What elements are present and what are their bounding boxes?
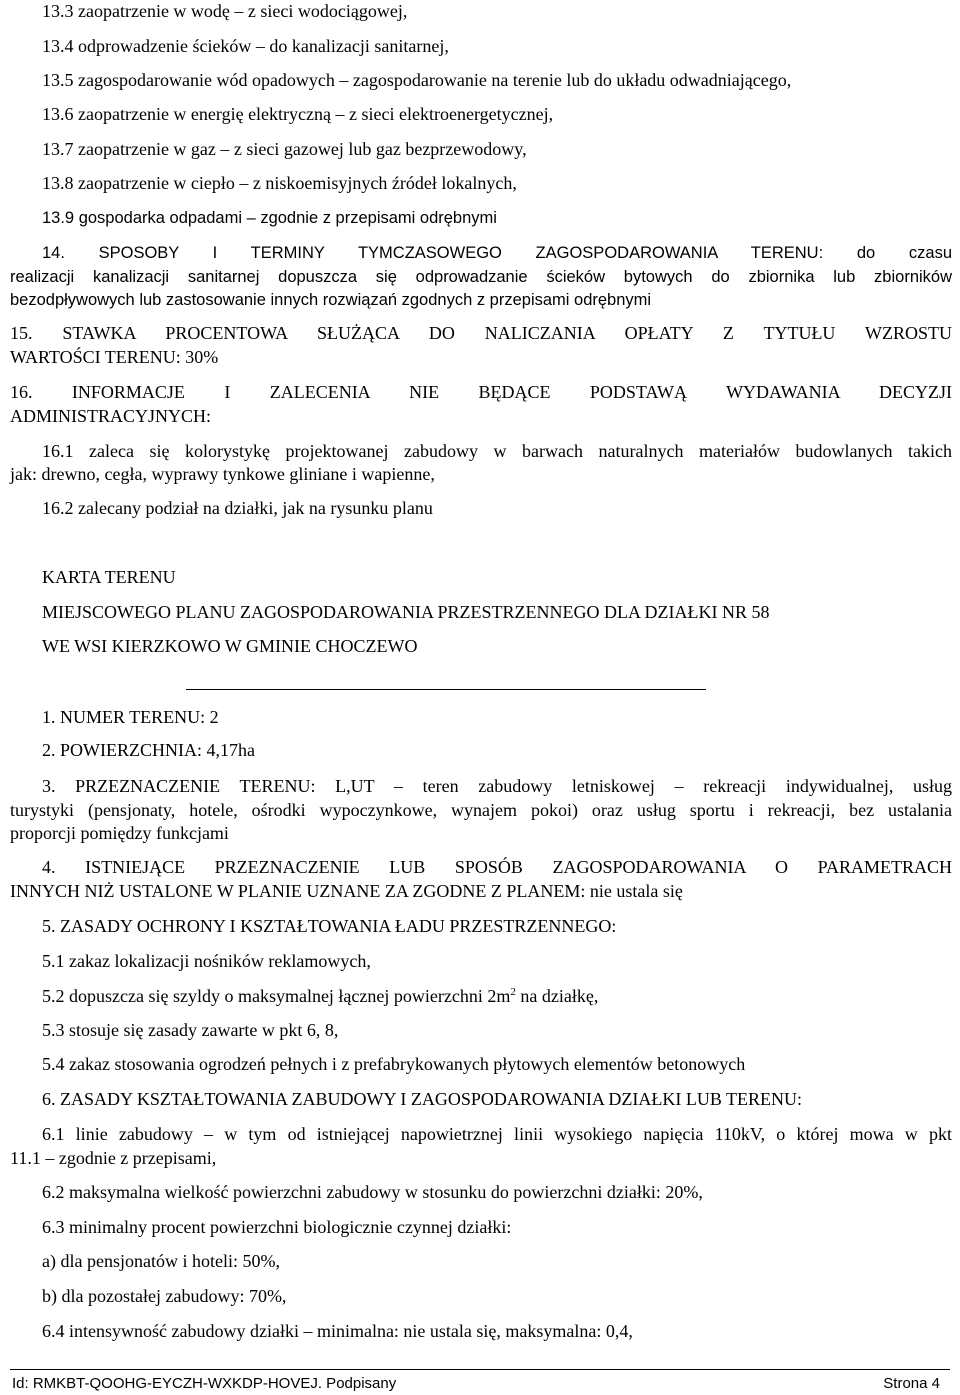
section-14-text-start: do czasu [856, 244, 953, 262]
footer-page-number: Strona 4 [883, 1375, 940, 1392]
item-5-heading: 5. ZASADY OCHRONY I KSZTAŁTOWANIA ŁADU PRZESTRZENNEGO: [42, 916, 617, 936]
item-5-2-superscript: 2 [510, 986, 516, 998]
item-2: 2. POWIERZCHNIA: 4,17ha [42, 740, 255, 760]
item-5-3: 5.3 stosuje się zasady zawarte w pkt 6, 8, [42, 1020, 339, 1040]
item-1: 1. NUMER TERENU: 2 [42, 707, 219, 727]
section-16-2: 16.2 zalecany podział na działki, jak na rysunku planu [42, 498, 433, 518]
section-15-line-1: 15. STAWKA PROCENTOWA SŁUŻĄCA DO NALICZANIA OPŁATY Z TYTUŁU WZROSTU [10, 323, 952, 343]
section-14-heading: 14. SPOSOBY I TERMINY TYMCZASOWEGO ZAGOSPODAROWANIA TERENU: [42, 244, 824, 262]
section-14-line-1 [42, 242, 952, 264]
item-3-line-2: turystyki (pensjonaty, hotele, ośrodki wypoczynkowe, wynajem pokoi) oraz usług sportu i rekreacji, bez ustalania [10, 800, 952, 820]
footer-rule [10, 1369, 950, 1370]
item-6-3: 6.3 minimalny procent powierzchni biologicznie czynnej działki: [42, 1217, 512, 1237]
section-16-line-2: ADMINISTRACYJNYCH: [10, 406, 212, 426]
karta-title: KARTA TERENU [42, 567, 176, 587]
section-15-label: WARTOŚCI TERENU: [10, 347, 181, 367]
item-4-line-1: 4. ISTNIEJĄCE PRZEZNACZENIE LUB SPOSÓB ZAGOSPODAROWANIA O PARAMETRACH [42, 857, 952, 877]
list-item-13-9: 13.9 gospodarka odpadami – zgodnie z przepisami odrębnymi [42, 209, 497, 227]
footer-id: Id: RMKBT-QOOHG-EYCZH-WXKDP-HOVEJ. Podpisany [12, 1375, 397, 1392]
item-3-label: 3. PRZEZNACZENIE TERENU: [42, 776, 316, 796]
list-item-13-6: 13.6 zaopatrzenie w energię elektryczną – z sieci elektroenergetycznej, [42, 104, 554, 124]
item-3-line-3: proporcji pomiędzy funkcjami [10, 823, 229, 843]
karta-line-2: MIEJSCOWEGO PLANU ZAGOSPODAROWANIA PRZESTRZENNEGO DLA DZIAŁKI NR 58 [42, 602, 770, 622]
item-6-1-line-1: 6.1 linie zabudowy – w tym od istniejącej napowietrznej linii wysokiego napięcia 110kV, o której mowa w pkt [42, 1124, 952, 1144]
item-6-1-line-2: 11.1 – zgodnie z przepisami, [10, 1148, 217, 1168]
item-4-line-2 [10, 880, 952, 902]
list-item-13-8: 13.8 zaopatrzenie w ciepło – z niskoemisyjnych źródeł lokalnych, [42, 173, 517, 193]
item-5-2 [42, 985, 598, 1007]
footer [12, 1375, 940, 1392]
section-14-line-2: realizacji kanalizacji sanitarnej dopuszcza się odprowadzanie ścieków bytowych do zbiornika lub zbiorników [10, 268, 952, 286]
item-5-1: 5.1 zakaz lokalizacji nośników reklamowych, [42, 951, 371, 971]
item-6-heading: 6. ZASADY KSZTAŁTOWANIA ZABUDOWY I ZAGOSPODAROWANIA DZIAŁKI LUB TERENU: [42, 1089, 803, 1109]
karta-line-3: WE WSI KIERZKOWO W GMINIE CHOCZEWO [42, 636, 418, 656]
item-5-2-text: 5.2 dopuszcza się szyldy o maksymalnej łącznej powierzchni 2m [42, 986, 511, 1006]
item-5-4: 5.4 zakaz stosowania ogrodzeń pełnych i z prefabrykowanych płytowych elementów betonowych [42, 1054, 746, 1074]
section-14-line-3: bezodpływowych lub zastosowanie innych rozwiązań zgodnych z przepisami odrębnymi [10, 291, 652, 309]
item-4-value: : nie ustala się [580, 881, 683, 901]
section-16-line-1: 16. INFORMACJE I ZALECENIA NIE BĘDĄCE PODSTAWĄ WYDAWANIA DECYZJI [10, 382, 952, 402]
list-item-13-4: 13.4 odprowadzenie ścieków – do kanalizacji sanitarnej, [42, 36, 449, 56]
list-item-13-7: 13.7 zaopatrzenie w gaz – z sieci gazowej lub gaz bezprzewodowy, [42, 139, 527, 159]
section-16-1-line-1: 16.1 zaleca się kolorystykę projektowanej zabudowy w barwach naturalnych materiałów budowlanych takich [42, 441, 952, 461]
item-6-4: 6.4 intensywność zabudowy działki – minimalna: nie ustala się, maksymalna: 0,4, [42, 1321, 633, 1341]
list-item-13-3: 13.3 zaopatrzenie w wodę – z sieci wodociągowej, [42, 1, 408, 21]
item-4-label: INNYCH NIŻ USTALONE W PLANIE UZNANE ZA ZGODNE Z PLANEM [10, 881, 581, 901]
item-6-2: 6.2 maksymalna wielkość powierzchni zabudowy w stosunku do powierzchni działki: 20%, [42, 1182, 703, 1202]
list-item-13-5: 13.5 zagospodarowanie wód opadowych – zagospodarowanie na terenie lub do układu odwadniającego, [42, 70, 792, 90]
item-3-line-1 [42, 775, 952, 797]
section-16-1-line-2: jak: drewno, cegła, wyprawy tynkowe gliniane i wapienne, [10, 464, 435, 484]
section-15-line-2 [10, 346, 952, 368]
item-6-3-a: a) dla pensjonatów i hoteli: 50%, [42, 1251, 280, 1271]
section-15-value: 30% [185, 347, 219, 367]
item-3-text-start: L,UT – teren zabudowy letniskowej – rekreacji indywidualnej, usług [335, 776, 952, 796]
item-6-3-b: b) dla pozostałej zabudowy: 70%, [42, 1286, 287, 1306]
item-5-2-text-end: na działkę, [515, 986, 599, 1006]
divider-rule [186, 689, 706, 690]
